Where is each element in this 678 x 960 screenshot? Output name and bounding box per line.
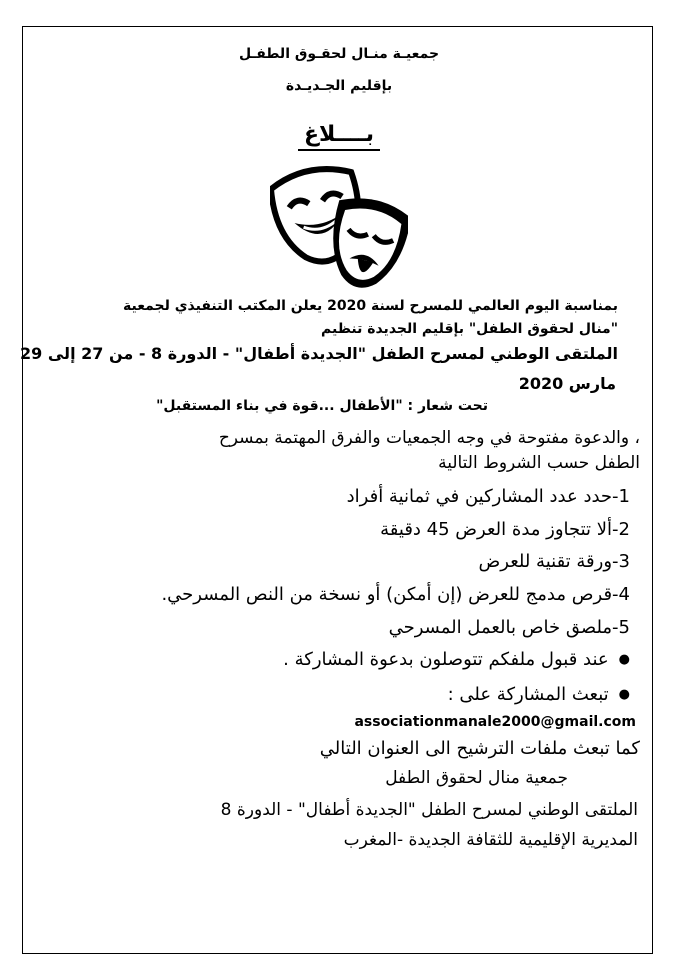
intro-line: بمناسبة اليوم العالمي للمسرح لسنة 2020 يعلن المكتب التنفيذي لجمعية xyxy=(123,298,618,314)
address-line: كما تبعث ملفات الترشيح الى العنوان التالي xyxy=(319,738,640,759)
event-date: مارس 2020 xyxy=(518,374,616,393)
condition-item: 4-قرص مدمج للعرض (إن أمكن) أو نسخة من النص المسرحي. xyxy=(161,584,630,605)
invitation-line: ، والدعوة مفتوحة في وجه الجمعيات والفرق المهتمة بمسرح xyxy=(218,428,640,448)
invitation-line: الطفل حسب الشروط التالية xyxy=(438,453,640,473)
condition-item: 1-حدد عدد المشاركين في ثمانية أفراد xyxy=(346,486,630,507)
organization-name: جمعيـة منـال لحقـوق الطفـل xyxy=(238,46,440,62)
event-line: الملتقى الوطني لمسرح الطفل "الجديدة أطفال" - الدورة 8 - من 27 إلى 29 xyxy=(20,344,618,363)
theater-masks-icon xyxy=(270,158,408,298)
condition-item: 2-ألا تتجاوز مدة العرض 45 دقيقة xyxy=(380,519,630,540)
condition-item: 3-ورقة تقنية للعرض xyxy=(478,551,630,572)
bullet-item: ● تبعث المشاركة على : xyxy=(448,684,630,705)
organization-location: بإقليم الجـديـدة xyxy=(285,78,393,94)
condition-item: 5-ملصق خاص بالعمل المسرحي xyxy=(388,617,630,638)
slogan: تحت شعار : "الأطفال ...قوة في بناء المستقبل" xyxy=(156,398,488,414)
contact-email[interactable]: associationmanale2000@gmail.com xyxy=(354,714,636,730)
address-line: جمعية منال لحقوق الطفل xyxy=(385,768,568,788)
bullet-item: ● عند قبول ملفكم تتوصلون بدعوة المشاركة . xyxy=(283,649,630,670)
announcement-title: بــــلاغ xyxy=(0,122,678,147)
address-line: الملتقى الوطني لمسرح الطفل "الجديدة أطفال" - الدورة 8 xyxy=(220,800,638,820)
address-line: المديرية الإقليمية للثقافة الجديدة -المغرب xyxy=(343,830,638,850)
intro-line: "منال لحقوق الطفل" بإقليم الجديدة تنظيم xyxy=(321,321,618,337)
